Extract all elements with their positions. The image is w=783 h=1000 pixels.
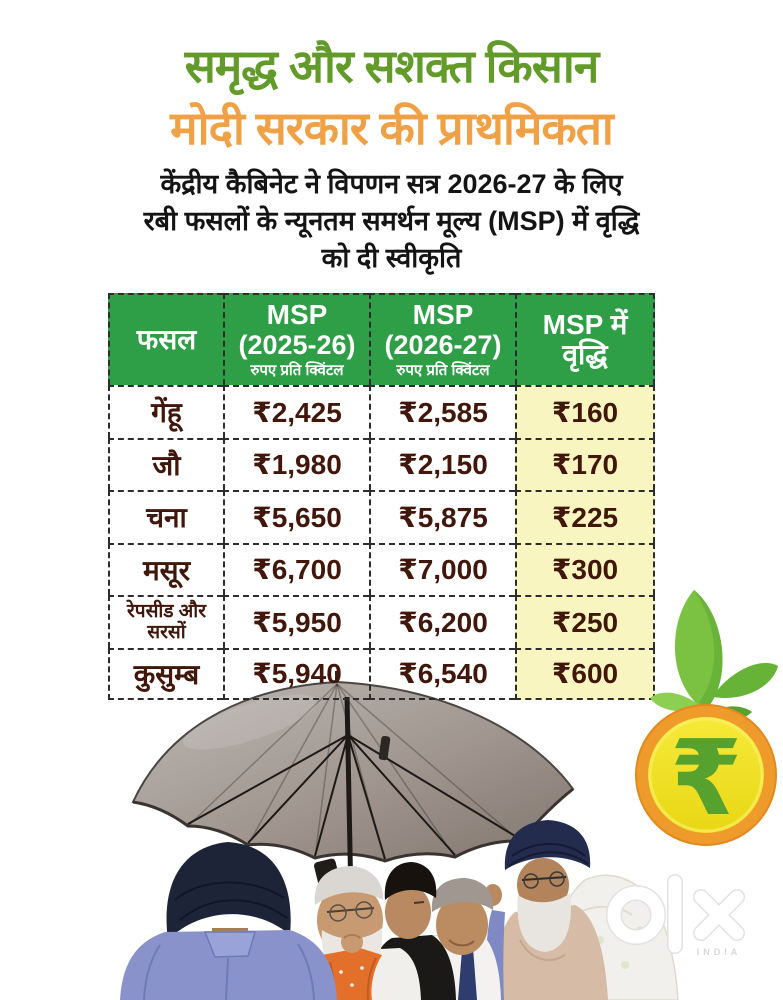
subtitle [0, 166, 783, 277]
row-safflower-msp1: ₹5,940 [223, 648, 369, 701]
watermark-country-label: INDIA [696, 947, 742, 957]
row-wheat-msp1: ₹2,425 [223, 385, 369, 438]
row-lentil-msp1: ₹6,700 [223, 543, 369, 596]
row-lentil-crop: मसूर [108, 543, 223, 596]
row-lentil-msp2: ₹7,000 [369, 543, 515, 596]
subtitle-line-1: केंद्रीय कैबिनेट ने विपणन सत्र 2026-27 के लिए [160, 169, 623, 199]
row-barley-msp1: ₹1,980 [223, 438, 369, 491]
row-safflower-increase: ₹600 [515, 648, 655, 701]
header-msp2-title: MSP [412, 299, 474, 330]
row-mustard-msp1: ₹5,950 [223, 595, 369, 648]
header-increase-line2: वृद्धि [562, 339, 608, 370]
header-msp1-unit: रुपए प्रति क्विंटल [250, 362, 344, 379]
row-wheat-msp2: ₹2,585 [369, 385, 515, 438]
subtitle-line-3: को दी स्वीकृति [321, 243, 462, 273]
row-gram-msp2: ₹5,875 [369, 490, 515, 543]
row-gram-msp1: ₹5,650 [223, 490, 369, 543]
header-increase-line1: MSP में [542, 309, 628, 340]
row-mustard-crop: रेपसीड और सरसों [108, 595, 223, 648]
row-gram-increase: ₹225 [515, 490, 655, 543]
rupee-symbol: ₹ [669, 717, 743, 839]
header-crop [108, 293, 223, 385]
header-msp2-year: (2026-27) [384, 330, 502, 360]
row-barley-increase: ₹170 [515, 438, 655, 491]
header-msp2-unit: रुपए प्रति क्विंटल [396, 362, 490, 379]
header-increase [515, 293, 655, 385]
row-mustard-msp2: ₹6,200 [369, 595, 515, 648]
row-wheat-increase: ₹160 [515, 385, 655, 438]
subtitle-line-2: रबी फसलों के न्यूनतम समर्थन मूल्य (MSP) में वृद्धि [143, 206, 640, 236]
title-line-2: मोदी सरकार की प्राथमिकता [170, 102, 613, 154]
msp-table [108, 293, 655, 700]
row-safflower-crop: कुसुम्ब [108, 648, 223, 701]
title-line-1: समृद्ध और सशक्त किसान [184, 40, 599, 92]
header-msp-2026-27 [369, 293, 515, 385]
row-gram-crop: चना [108, 490, 223, 543]
row-barley-msp2: ₹2,150 [369, 438, 515, 491]
olx-logo [614, 882, 737, 946]
row-safflower-msp2: ₹6,540 [369, 648, 515, 701]
header-msp-2025-26 [223, 293, 369, 385]
rupee-coin-icon [618, 582, 783, 852]
row-wheat-crop: गेंहू [108, 385, 223, 438]
row-lentil-increase: ₹300 [515, 543, 655, 596]
olx-watermark [588, 862, 758, 962]
person-blue-turban-back [120, 842, 337, 1000]
header-crop-label: फसल [136, 324, 197, 355]
header-msp1-title: MSP [266, 299, 328, 330]
header-msp1-year: (2025-26) [238, 330, 356, 360]
row-barley-crop: जौ [108, 438, 223, 491]
row-mustard-increase: ₹250 [515, 595, 655, 648]
